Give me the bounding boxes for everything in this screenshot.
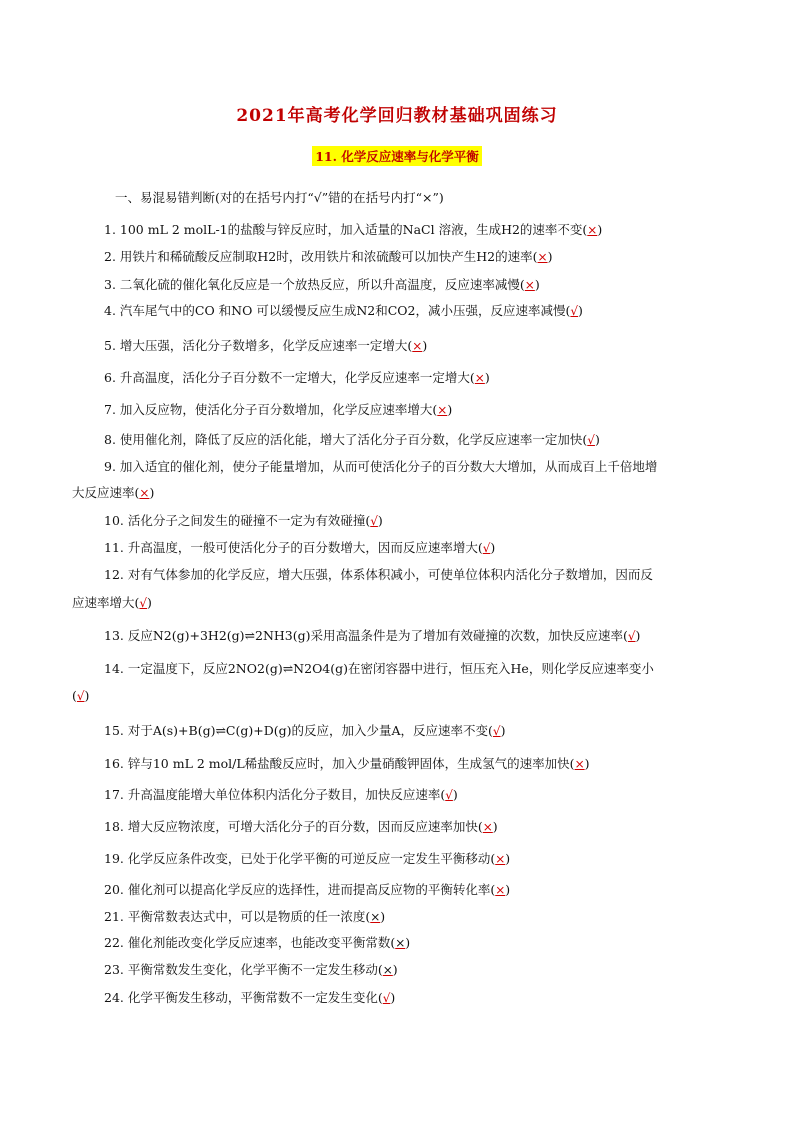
closing-paren: ) bbox=[392, 962, 398, 977]
answer-check-mark: √ bbox=[482, 541, 491, 555]
closing-paren: ) bbox=[584, 756, 590, 771]
question-item bbox=[104, 540, 495, 556]
question-text: 20. 催化剂可以提高化学反应的选择性，进而提高反应物的平衡转化率( bbox=[104, 882, 496, 897]
instructions-line: 一、易混易错判断(对的在括号内打“√”错的在括号内打“×”) bbox=[115, 190, 444, 205]
question-text: ( bbox=[72, 688, 77, 703]
question-text: 15. 对于A(s)+B(g)⇌C(g)+D(g)的反应，加入少量A，反应速率不变( bbox=[104, 723, 493, 738]
closing-paren: ) bbox=[390, 990, 396, 1005]
question-item bbox=[104, 402, 452, 418]
closing-paren: ) bbox=[484, 370, 490, 385]
closing-paren: ) bbox=[635, 628, 641, 643]
question-text: 19. 化学反应条件改变，已处于化学平衡的可逆反应一定发生平衡移动( bbox=[104, 851, 496, 866]
closing-paren: ) bbox=[377, 513, 383, 528]
closing-paren: ) bbox=[500, 723, 506, 738]
answer-cross-mark: × bbox=[382, 963, 393, 977]
closing-paren: ) bbox=[594, 432, 600, 447]
closing-paren: ) bbox=[578, 303, 583, 318]
question-item bbox=[104, 787, 458, 803]
closing-paren: ) bbox=[405, 935, 411, 950]
question-text: 大反应速率( bbox=[72, 485, 140, 500]
answer-cross-mark: × bbox=[395, 936, 406, 950]
question-text: 12. 对有气体参加的化学反应，增大压强，体系体积减小，可使单位体积内活化分子数增加，因而反 bbox=[104, 567, 653, 582]
closing-paren: ) bbox=[452, 787, 458, 802]
question-item bbox=[104, 851, 510, 867]
question-text: 14. 一定温度下，反应2NO2(g)⇌N2O4(g)在密闭容器中进行，恒压充入He，则化学反应速率变小 bbox=[104, 661, 654, 676]
answer-cross-mark: × bbox=[495, 883, 506, 897]
question-item bbox=[104, 513, 383, 529]
question-item bbox=[104, 277, 540, 293]
question-item bbox=[104, 909, 385, 925]
question-item bbox=[104, 303, 583, 319]
question-text: 24. 化学平衡发生移动，平衡常数不一定发生变化( bbox=[104, 990, 383, 1005]
question-item bbox=[104, 990, 395, 1006]
question-text: 4. 汽车尾气中的CO 和NO 可以缓慢反应生成N2和CO2，减小压强，反应速率减慢( bbox=[104, 303, 571, 318]
question-text: 16. 锌与10 mL 2 mol/L稀盐酸反应时，加入少量硝酸钾固体，生成氢气的速率加快( bbox=[104, 756, 575, 771]
answer-check-mark: √ bbox=[445, 788, 453, 802]
question-text: 9. 加入适宜的催化剂，使分子能量增加，从而可使活化分子的百分数大大增加，从而成百上千倍地增 bbox=[104, 459, 658, 474]
page-title: 2021年高考化学回归教材基础巩固练习 bbox=[236, 106, 558, 126]
answer-cross-mark: × bbox=[370, 910, 381, 924]
closing-paren: ) bbox=[547, 249, 553, 264]
question-item bbox=[104, 819, 498, 835]
answer-check-mark: √ bbox=[76, 689, 85, 703]
question-item bbox=[72, 595, 152, 611]
question-text: 17. 升高温度能增大单位体积内活化分子数目，加快反应速率( bbox=[104, 787, 446, 802]
question-item bbox=[104, 661, 654, 677]
question-item bbox=[104, 432, 600, 448]
question-item bbox=[104, 567, 653, 583]
closing-paren: ) bbox=[149, 485, 155, 500]
question-text: 8. 使用催化剂，降低了反应的活化能，增大了活化分子百分数，化学反应速率一定加快( bbox=[104, 432, 588, 447]
answer-cross-mark: × bbox=[139, 486, 150, 500]
closing-paren: ) bbox=[534, 277, 540, 292]
answer-check-mark: √ bbox=[570, 304, 579, 318]
question-item bbox=[104, 459, 657, 475]
question-item bbox=[104, 222, 602, 238]
answer-cross-mark: × bbox=[412, 339, 423, 353]
question-item bbox=[72, 485, 154, 501]
answer-check-mark: √ bbox=[587, 433, 595, 447]
closing-paren: ) bbox=[505, 882, 511, 897]
question-text: 13. 反应N2(g)+3H2(g)⇌2NH3(g)采用高温条件是为了增加有效碰撞的次数，加快反应速率( bbox=[104, 628, 628, 643]
closing-paren: ) bbox=[492, 819, 498, 834]
question-item bbox=[104, 962, 398, 978]
closing-paren: ) bbox=[490, 540, 496, 555]
closing-paren: ) bbox=[447, 402, 453, 417]
section-subtitle: 11. 化学反应速率与化学平衡 bbox=[312, 146, 482, 166]
question-item bbox=[104, 338, 427, 354]
question-text: 22. 催化剂能改变化学反应速率，也能改变平衡常数( bbox=[104, 935, 396, 950]
closing-paren: ) bbox=[505, 851, 511, 866]
closing-paren: ) bbox=[422, 338, 428, 353]
answer-cross-mark: × bbox=[587, 223, 598, 237]
question-text: 应速率增大( bbox=[72, 595, 140, 610]
answer-check-mark: √ bbox=[382, 991, 391, 1005]
answer-check-mark: √ bbox=[627, 629, 636, 643]
question-item bbox=[104, 628, 640, 644]
question-text: 21. 平衡常数表达式中，可以是物质的任一浓度( bbox=[104, 909, 371, 924]
question-text: 3. 二氧化硫的催化氧化反应是一个放热反应，所以升高温度，反应速率减慢( bbox=[104, 277, 525, 292]
closing-paren: ) bbox=[380, 909, 386, 924]
answer-cross-mark: × bbox=[437, 403, 448, 417]
answer-cross-mark: × bbox=[537, 250, 548, 264]
question-text: 2. 用铁片和稀硫酸反应制取H2时，改用铁片和浓硫酸可以加快产生H2的速率( bbox=[104, 249, 538, 264]
answer-check-mark: √ bbox=[492, 724, 501, 738]
answer-cross-mark: × bbox=[574, 757, 585, 771]
answer-cross-mark: × bbox=[524, 278, 535, 292]
question-text: 1. 100 mL 2 molL-1的盐酸与锌反应时，加入适量的NaCl 溶液，生成H2的速率不变( bbox=[104, 222, 588, 237]
answer-cross-mark: × bbox=[474, 371, 485, 385]
question-item bbox=[104, 370, 490, 386]
question-text: 18. 增大反应物浓度，可增大活化分子的百分数，因而反应速率加快( bbox=[104, 819, 483, 834]
question-item bbox=[104, 882, 510, 898]
question-text: 5. 增大压强，活化分子数增多，化学反应速率一定增大( bbox=[104, 338, 413, 353]
question-item bbox=[72, 688, 89, 704]
question-item bbox=[104, 249, 552, 265]
answer-cross-mark: × bbox=[495, 852, 506, 866]
answer-check-mark: √ bbox=[139, 596, 148, 610]
question-text: 7. 加入反应物，使活化分子百分数增加，化学反应速率增大( bbox=[104, 402, 438, 417]
question-text: 10. 活化分子之间发生的碰撞不一定为有效碰撞( bbox=[104, 513, 371, 528]
question-item bbox=[104, 723, 505, 739]
question-text: 6. 升高温度，活化分子百分数不一定增大，化学反应速率一定增大( bbox=[104, 370, 475, 385]
answer-cross-mark: × bbox=[482, 820, 493, 834]
question-item bbox=[104, 935, 410, 951]
answer-check-mark: √ bbox=[370, 514, 378, 528]
question-text: 23. 平衡常数发生变化，化学平衡不一定发生移动( bbox=[104, 962, 383, 977]
question-item bbox=[104, 756, 590, 772]
closing-paren: ) bbox=[84, 688, 90, 703]
question-text: 11. 升高温度，一般可使活化分子的百分数增大，因而反应速率增大( bbox=[104, 540, 483, 555]
closing-paren: ) bbox=[597, 222, 603, 237]
closing-paren: ) bbox=[147, 595, 152, 610]
